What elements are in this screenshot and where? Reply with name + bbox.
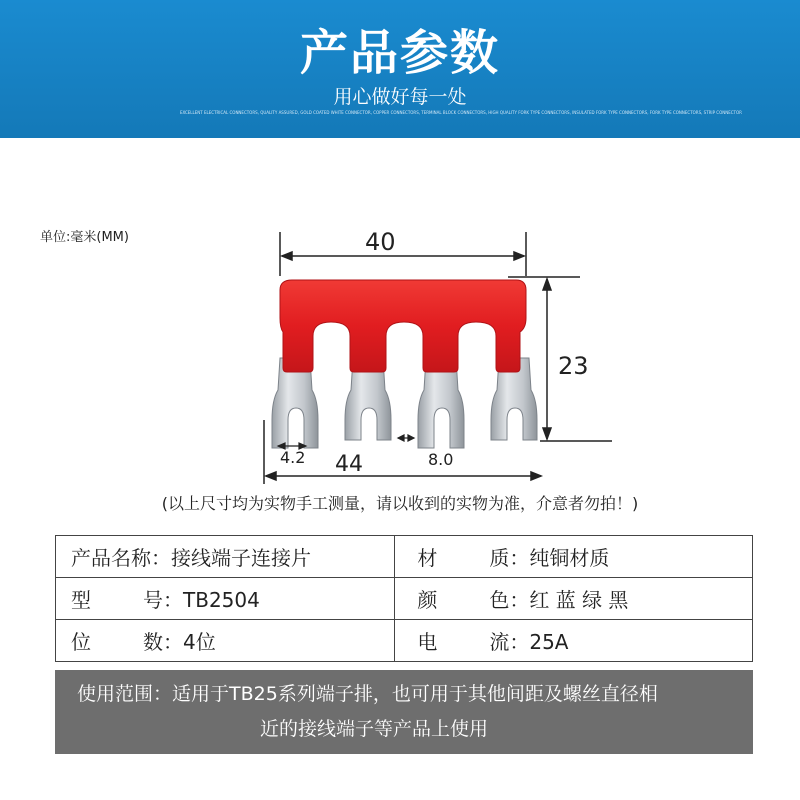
spec-positions-label-b: 数： bbox=[143, 630, 183, 654]
dimension-pitch bbox=[398, 435, 414, 441]
spec-material-label-b: 质： bbox=[489, 546, 530, 570]
spec-current-value: 25A bbox=[529, 630, 569, 654]
spec-model-label-b: 号： bbox=[143, 588, 183, 612]
dimension-top-label: 40 bbox=[365, 228, 396, 256]
spec-model-value: TB2504 bbox=[183, 588, 260, 612]
spec-table bbox=[55, 535, 753, 662]
red-insulation-bar bbox=[280, 280, 526, 372]
page-subtitle: 用心做好每一处 bbox=[333, 86, 467, 108]
spec-current-label-a: 电 bbox=[417, 630, 438, 654]
banner-fine-print: EXCELLENT ELECTRICAL CONNECTORS, QUALITY ASSURED, GOLD COATED WHITE CONNECTOR, COPPER CONNECTORS, TERMINAL BLOCK CONNECTORS, HIGH QUALITY FORK TYPE CONNECTORS, INSULATED FORK TYPE CONNECTORS, FORK TYPE CONNECTORS, STRIP CONNECTOR bbox=[180, 110, 742, 115]
spec-name-cell bbox=[56, 536, 395, 578]
spec-color-value: 红 蓝 绿 黑 bbox=[529, 588, 629, 612]
spec-material-cell bbox=[395, 536, 753, 578]
dimension-total-label: 44 bbox=[335, 452, 363, 477]
spec-material-value: 纯铜材质 bbox=[529, 546, 610, 570]
unit-label: 单位:毫米(MM) bbox=[40, 230, 129, 245]
table-row bbox=[56, 578, 753, 620]
table-row bbox=[56, 620, 753, 662]
table-row bbox=[56, 536, 753, 578]
spec-positions-label-a: 位 bbox=[71, 630, 91, 654]
spec-model-label-a: 型 bbox=[71, 588, 91, 612]
spec-positions-value: 4位 bbox=[183, 630, 216, 654]
spec-name-value: 接线端子连接片 bbox=[171, 546, 311, 570]
dimension-top bbox=[280, 232, 526, 276]
spec-color-label-a: 颜 bbox=[417, 588, 438, 612]
page-title: 产品参数 bbox=[299, 25, 500, 81]
spec-color-label-b: 色： bbox=[489, 588, 530, 612]
dimension-height-label: 23 bbox=[558, 352, 589, 380]
dimension-pitch-label: 8.0 bbox=[428, 450, 454, 469]
spec-model-cell bbox=[56, 578, 395, 620]
spec-current-cell bbox=[395, 620, 753, 662]
spec-positions-cell bbox=[56, 620, 395, 662]
spec-name-label: 产品名称： bbox=[71, 546, 171, 570]
spec-current-label-b: 流： bbox=[489, 630, 530, 654]
measurement-note: (以上尺寸均为实物手工测量，请以收到的实物为准，介意者勿拍！) bbox=[161, 494, 639, 513]
usage-text-line-2: 近的接线端子等产品上使用 bbox=[260, 718, 489, 740]
usage-box bbox=[55, 670, 753, 754]
spec-color-cell bbox=[395, 578, 753, 620]
spec-material-label-a: 材 bbox=[417, 546, 438, 570]
usage-text-line-1: 使用范围：适用于TB25系列端子排，也可用于其他间距及螺丝直径相 bbox=[77, 683, 658, 705]
dimension-fork-width-label: 4.2 bbox=[280, 448, 306, 467]
